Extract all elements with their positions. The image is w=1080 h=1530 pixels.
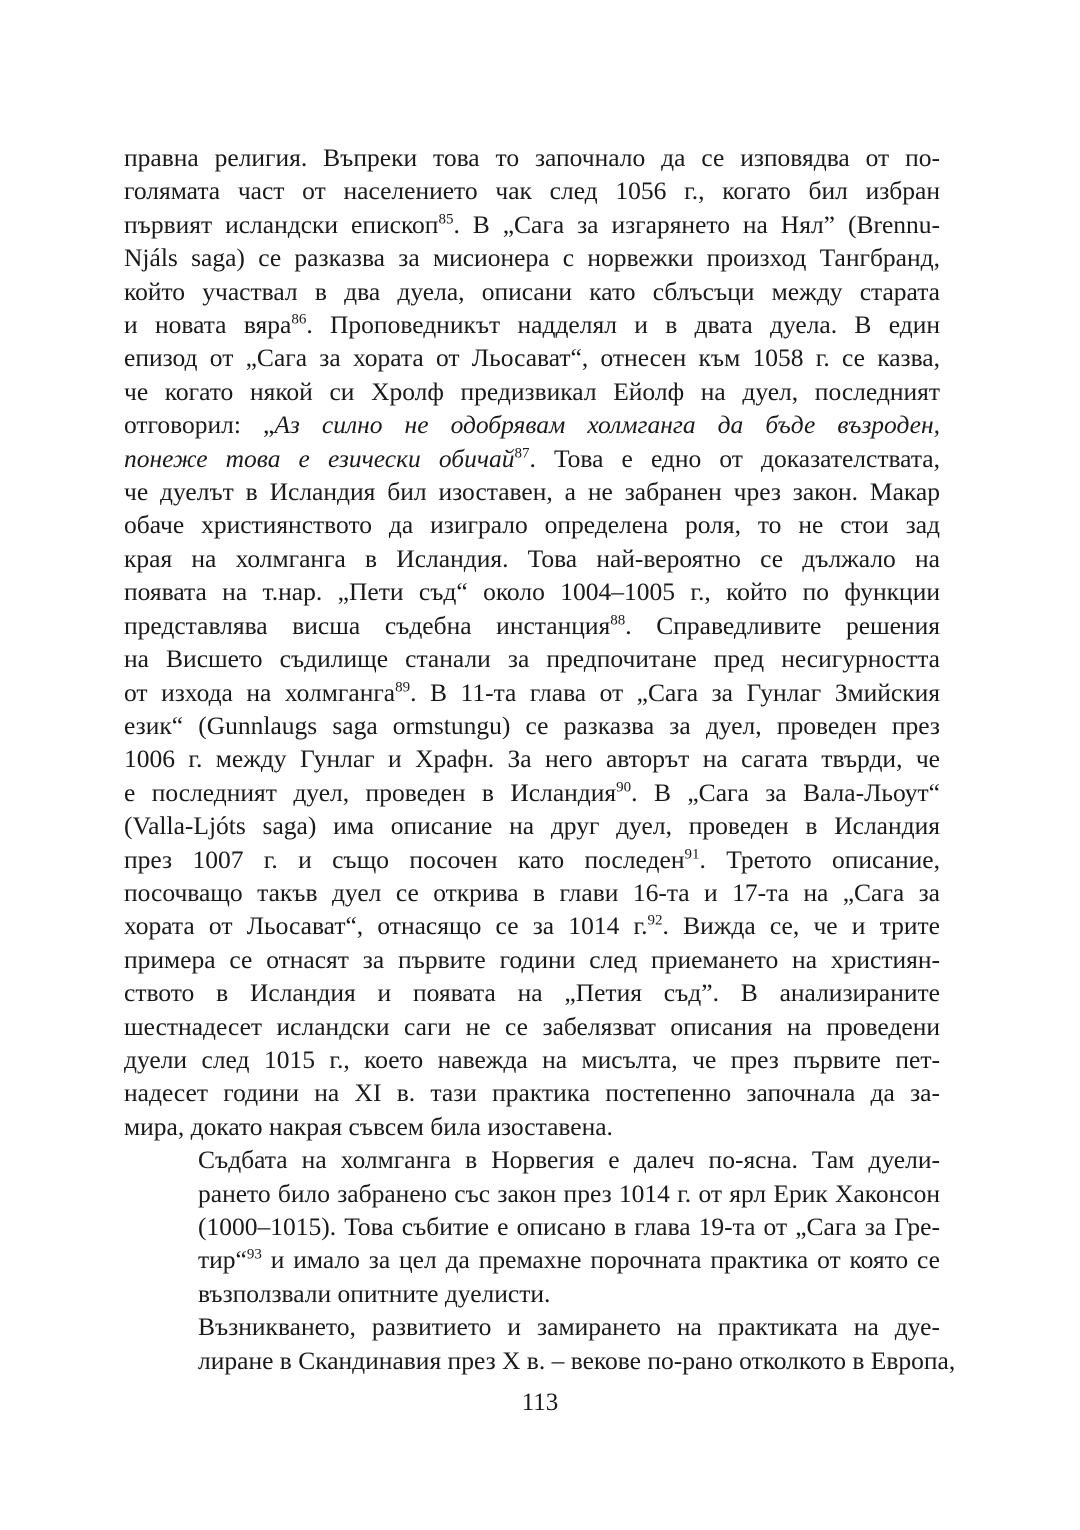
text-line [124,508,940,541]
footnote-ref: 85 [438,211,454,228]
text-run: възползвали опитните дуелисти. [198,1278,551,1308]
paragraph [124,1143,940,1310]
text-run: лиране в Скандинавия през X в. – векове по-рано отколкото в Европа, [198,1345,956,1375]
text-run: на Висшето съдилище станали за предпочитане пред несигурността [124,644,940,674]
text-line [124,1310,940,1343]
text-run: . В 11-та глава от „Сага за Гунлаг Змийския [410,677,940,707]
footnote-ref: 90 [616,779,632,796]
text-line [124,475,940,508]
text-run: правна религия. Въпреки това то започнало да се изповядва от по- [124,143,940,172]
text-line [124,1344,956,1377]
text-run: рането било забранено със закон през 1014 г. от ярл Ерик Хаконсон [198,1178,940,1208]
footnote-ref: 91 [684,846,700,863]
text-line [124,1010,940,1043]
text-line [124,241,940,274]
text-line [124,1277,940,1310]
text-line [124,1243,940,1276]
text-run: шестнадесет исландски саги не се забелязват описания на проведени [124,1011,940,1041]
text-run: и новата вяра [124,310,292,340]
text-run: . В „Сага за изгарянето на Нял” (Brennu- [453,209,940,239]
text-run: тир“ [198,1245,247,1275]
text-line [124,742,940,775]
text-line [124,141,940,174]
text-line [124,776,940,809]
text-run: през 1007 г. и също посочен като последен [124,844,685,874]
footnote-ref: 88 [610,612,626,629]
text-line [124,676,940,709]
text-run: . Третото описание, [699,844,940,874]
text-run: 1006 г. между Гунлаг и Храфн. За него авторът на сагата твърди, че [124,744,940,774]
text-line [124,208,940,241]
text-line [124,442,940,475]
text-run: (Valla-Ljóts saga) има описание на друг дуел, проведен в Исландия [124,811,940,841]
text-run: . Проповедникът надделял и в двата дуела. В един [306,310,940,340]
text-line [124,1210,940,1243]
page-number: 113 [521,1389,559,1416]
text-run: който участвал в два дуела, описани като сблъсъци между старата [124,276,940,306]
text-run: (1000–1015). Това събитие е описано в глава 19-та от „Сага за Гре- [198,1212,940,1241]
text-run: посочващо такъв дуел се открива в глави 16-та и 17-та на „Сага за [124,877,940,907]
text-line [124,375,940,408]
text-line [124,976,940,1009]
text-run: че дуелът в Исландия бил изоставен, а не забранен чрез закон. Макар [124,477,940,507]
text-run: надесет години на XI в. тази практика постепенно започнала да за- [124,1078,940,1108]
text-run: представлява висша съдебна инстанция [124,610,611,640]
text-line [124,542,940,575]
text-line [124,843,940,876]
text-run: език“ (Gunnlaugs saga ormstungu) се разказва за дуел, проведен през [124,710,940,740]
text-line [124,1043,940,1076]
footnote-ref: 87 [514,445,530,462]
text-run: е последният дуел, проведен в Исландия [124,777,617,807]
text-run: голямата част от населението чак след 1056 г., когато бил избран [124,176,940,206]
quote-text: понеже това е езически обичай [124,443,515,473]
paragraph [124,1310,956,1377]
text-line [124,341,940,374]
text-run: мира, докато накрая съвсем била изоставена. [124,1111,613,1141]
paragraph [124,141,940,1143]
text-run: ството в Исландия и появата на „Петия съд”. В анализираните [124,978,940,1008]
text-line [124,1076,940,1109]
text-run: и имало за цел да премахне порочната практика от която се [261,1245,940,1275]
text-run: хората от Льосават“, отнасящо се за 1014 г. [124,911,648,941]
text-run: Съдбата на холмганга в Норвегия е далеч по-ясна. Там дуели- [198,1145,940,1175]
text-run: обаче християнството да изиграло определена роля, то не стои зад [124,510,940,540]
text-line [124,809,940,842]
page-body [124,141,956,1377]
text-line [124,275,940,308]
text-line [124,709,940,742]
text-line [124,1143,940,1176]
text-run: . В „Сага за Вала-Льоут“ [631,777,940,807]
text-run: края на холмганга в Исландия. Това най-вероятно се дължало на [124,543,940,573]
text-line [124,308,940,341]
text-line [124,642,940,675]
text-line [124,1110,940,1143]
text-run: че когато някой си Хролф предизвикал Ейолф на дуел, последният [124,376,940,406]
footnote-ref: 93 [246,1246,262,1263]
text-line [124,575,940,608]
text-line [124,1177,940,1210]
text-line [124,174,940,207]
footnote-ref: 86 [291,311,307,328]
text-run: . Това е едно от доказателствата, [529,443,940,473]
text-run: отговорил: „ [124,410,275,440]
text-run: примера се отнасят за първите години след приемането на християн- [124,944,940,974]
text-run: епизод от „Сага за хората от Льосават“, отнесен към 1058 г. се казва, [124,343,940,373]
text-line [124,909,940,942]
text-line [124,609,940,642]
text-run: първият исландски епископ [124,209,439,239]
text-run: . Справедливите решения [625,610,941,640]
text-run: от изхода на холмганга [124,677,396,707]
text-run: . Вижда се, че и трите [662,911,940,941]
text-run: Njáls saga) се разказва за мисионера с норвежки произход Тангбранд, [124,243,940,273]
text-run: Възникването, развитието и замирането на практиката на дуе- [198,1312,940,1342]
text-run: дуели след 1015 г., което навежда на мисълта, че през първите пет- [124,1044,940,1074]
text-line [124,408,940,441]
text-run: появата на т.нар. „Пети съд“ около 1004–1005 г., който по функции [124,577,940,607]
quote-text: Аз силно не одобрявам холмганга да бъде възроден, [274,410,940,440]
footnote-ref: 89 [395,679,411,695]
text-line [124,943,940,976]
footnote-ref: 92 [647,912,663,929]
text-line [124,876,940,909]
